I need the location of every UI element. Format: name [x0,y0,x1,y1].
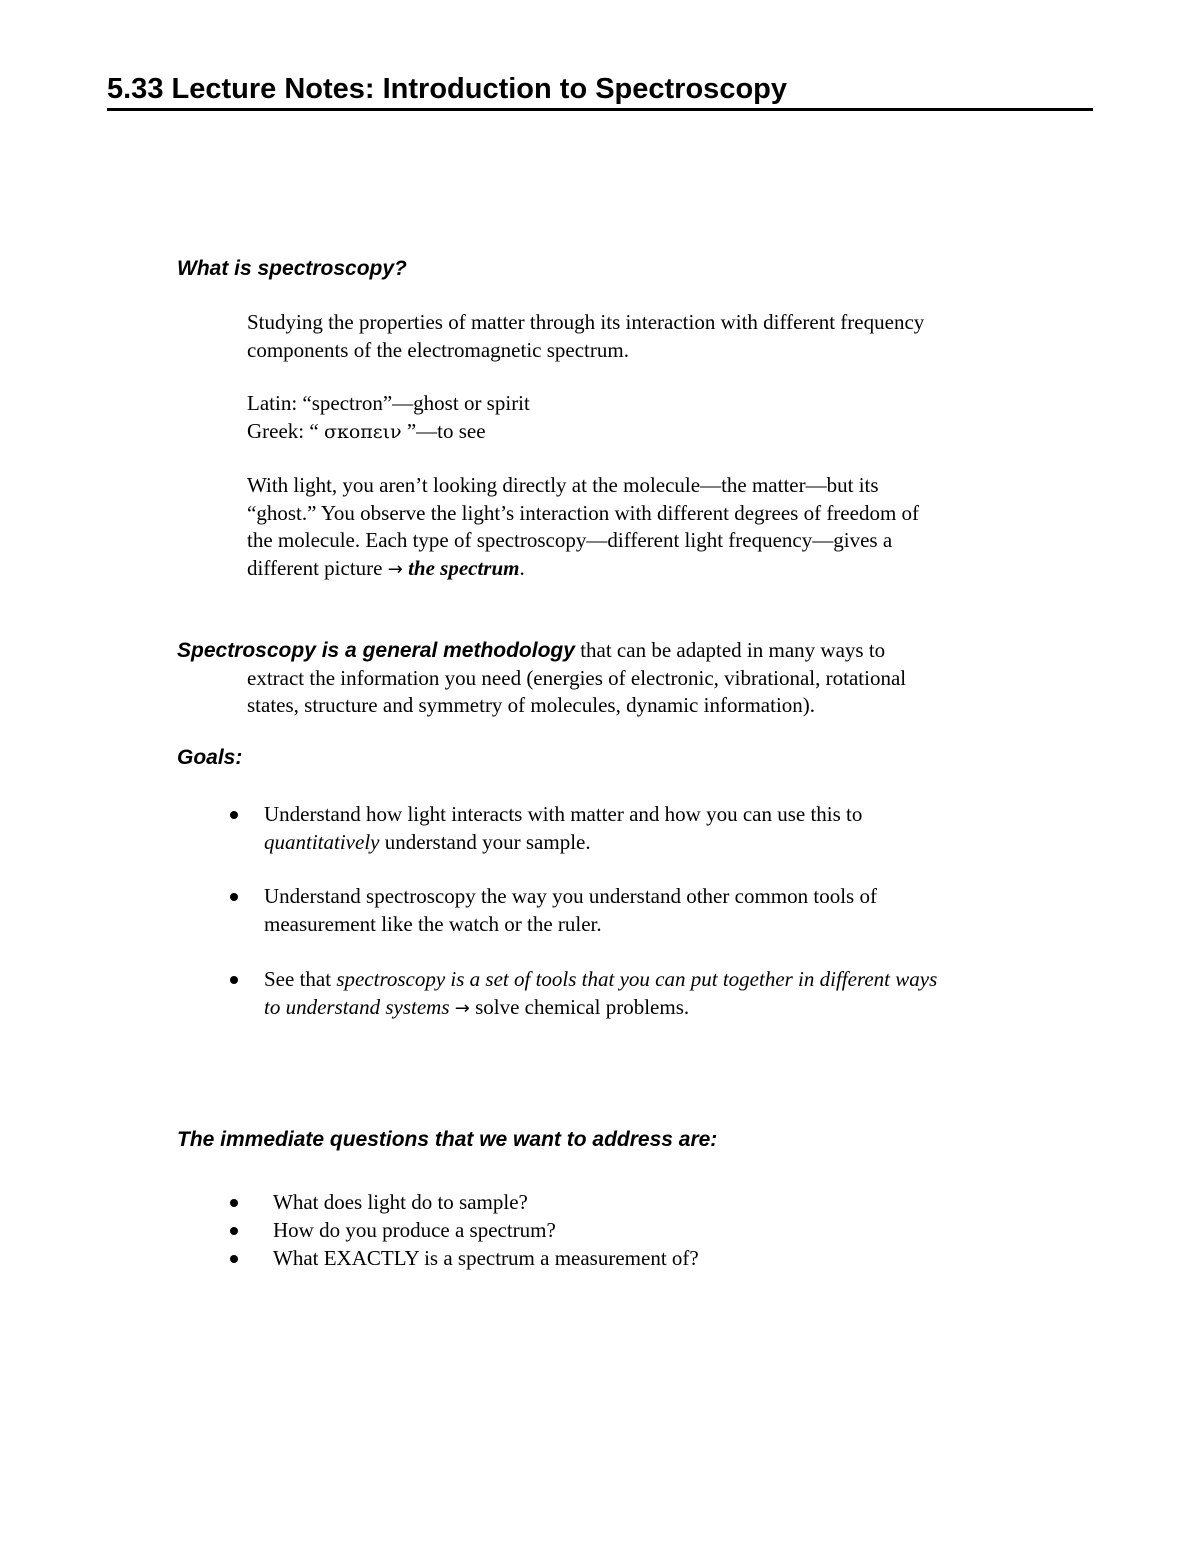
question-text: How do you produce a spectrum? [273,1218,556,1242]
goal-1-line-2-rest: understand your sample. [379,830,591,854]
goal-item-2 [227,882,877,938]
greek-word: σκοπειν [323,420,402,443]
greek-prefix: Greek: “ [247,418,324,443]
quantitatively-emphasis: quantitatively [264,830,380,854]
goal-2-line-1: Understand spectroscopy the way you understand other common tools of [264,884,877,908]
light-paragraph [247,472,919,583]
bullet-icon [230,811,238,819]
goal-item-3 [227,965,937,1023]
goal-1-line-1: Understand how light interacts with matter and how you can use this to [264,802,863,826]
goal-3-line-2-rest: solve chemical problems. [469,995,690,1019]
page-title: 5.33 Lecture Notes: Introduction to Spectroscopy [107,70,1093,111]
methodology-line-2: extract the information you need (energies of electronic, vibrational, rotational [247,665,907,690]
bullet-icon [230,1255,238,1263]
understand-systems-emphasis: to understand systems [264,995,450,1019]
goal-3-line-1 [264,965,937,993]
methodology-line-1-rest: that can be adapted in many ways to [574,638,886,662]
light-line-3: the molecule. Each type of spectroscopy—different light frequency—gives a [247,528,893,552]
methodology-paragraph [177,637,906,720]
bullet-icon [230,976,238,984]
tools-emphasis: spectroscopy is a set of tools that you can put together in different ways [336,967,938,991]
goals-list-3 [227,965,937,1023]
what-is-spectroscopy-heading: What is spectroscopy? [177,257,407,280]
question-item [227,1216,699,1244]
etymology-paragraph [247,390,530,446]
methodology-line-3: states, structure and symmetry of molecules, dynamic information). [247,693,816,717]
light-line-1: With light, you aren’t looking directly at the molecule—the matter—but its [247,473,879,497]
definition-line-1: Studying the properties of matter through its interaction with different frequency [247,310,925,334]
greek-suffix: ”—to see [401,418,486,443]
right-arrow-icon: → [387,558,403,580]
methodology-line-1 [177,637,906,665]
questions-list [227,1188,699,1272]
greek-line [247,418,530,447]
goals-list [227,800,862,856]
bullet-icon [230,893,238,901]
right-arrow-icon: → [454,998,470,1019]
light-line-4 [247,555,919,584]
definition-paragraph [247,309,924,364]
light-line-4-suffix: . [519,555,525,580]
goal-3-line-2 [264,993,937,1023]
question-text: What does light do to sample? [273,1190,528,1214]
bullet-icon [230,1227,238,1235]
goal-2-line-2: measurement like the watch or the ruler. [264,912,602,936]
question-item [227,1188,699,1216]
definition-line-2: components of the electromagnetic spectrum. [247,337,629,362]
goal-item-1 [227,800,862,856]
goals-list-2 [227,882,877,938]
light-line-4-prefix: different picture [247,555,388,580]
question-item [227,1244,699,1272]
methodology-heading: Spectroscopy is a general methodology [177,639,575,662]
bullet-icon [230,1199,238,1207]
the-spectrum-emphasis: the spectrum [408,555,520,580]
questions-heading: The immediate questions that we want to address are: [177,1128,718,1151]
question-text: What EXACTLY is a spectrum a measurement of? [273,1246,699,1270]
goals-heading: Goals: [177,746,243,769]
goal-3-line-1-prefix: See that [264,967,337,991]
goal-1-line-2 [264,828,862,856]
latin-line: Latin: “spectron”—ghost or spirit [247,391,530,415]
light-line-2: “ghost.” You observe the light’s interaction with different degrees of freedom of [247,500,920,525]
